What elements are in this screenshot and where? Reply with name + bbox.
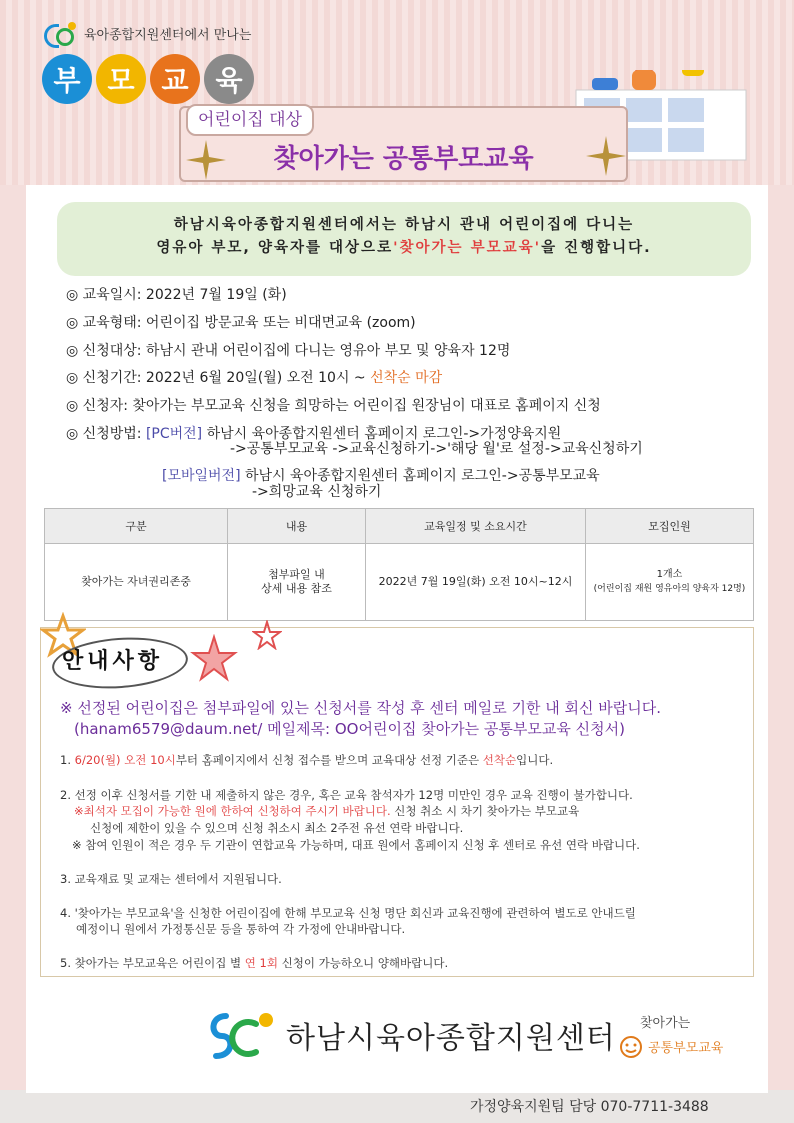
- info-method-mobile-2: ->희망교육 신청하기: [252, 484, 382, 500]
- table-header: 구분: [45, 509, 228, 544]
- contact-info: 가정양육지원팀 담당 070-7711-3488: [470, 1099, 709, 1115]
- table-cell-schedule: 2022년 7월 19일(화) 오전 10시~12시: [366, 544, 586, 621]
- notice-item-4: 4. '찾아가는 부모교육'을 신청한 어린이집에 한해 부모교육 신청 명단 회신과 교육진행에 관련하여 별도로 안내드릴: [60, 906, 636, 920]
- table-header: 모집인원: [586, 509, 754, 544]
- info-date: ◎ 교육일시: 2022년 7월 19일 (화): [66, 287, 287, 303]
- info-method: ◎ 신청방법: [PC버전] 하남시 육아종합지원센터 홈페이지 로그인->가정양육지원: [66, 426, 562, 442]
- info-applicant: ◎ 신청자: 찾아가는 부모교육 신청을 희망하는 어린이집 원장님이 대표로 홈페이지 신청: [66, 398, 601, 414]
- parent-education-letters: [42, 54, 254, 104]
- notice-item-4-line2: 예정이니 원에서 가정통신문 등을 통하여 각 가정에 안내바랍니다.: [76, 922, 406, 936]
- table-cell-capacity: 1개소 (어린이집 재원 영유아의 양육자 12명): [586, 544, 754, 621]
- header-logo: [44, 22, 251, 44]
- intro-box: [57, 202, 751, 276]
- sparkle-icon: [186, 140, 226, 180]
- subtitle-tab: 어린이집 대상: [186, 104, 314, 136]
- notice-item-3: 3. 교육재료 및 교재는 센터에서 지원됩니다.: [60, 872, 282, 886]
- letter-circle: 교: [150, 54, 200, 104]
- first-come-highlight: 선착순 마감: [370, 370, 443, 386]
- info-period: ◎ 신청기간: 2022년 6월 20일(월) 오전 10시 ~ 선착순 마감: [66, 370, 443, 386]
- table-header: 교육일정 및 소요시간: [366, 509, 586, 544]
- notice-item-5: 5. 찾아가는 부모교육은 어린이집 별 연 1회 신청이 가능하오니 양해바랍니다.: [60, 956, 449, 970]
- letter-circle: 육: [204, 54, 254, 104]
- notice-purple-2: (hanam6579@daum.net/ 메일제목: OO어린이집 찾아가는 공통부모교육 신청서): [74, 720, 625, 738]
- info-format: ◎ 교육형태: 어린이집 방문교육 또는 비대면교육 (zoom): [66, 315, 416, 331]
- notice-item-2-line3: 신청에 제한이 있을 수 있으며 신청 취소시 최소 2주전 유선 연락 바랍니다.: [90, 821, 464, 835]
- star-doodle-icon: [190, 634, 238, 682]
- info-method-mobile: [모바일버전] 하남시 육아종합지원센터 홈페이지 로그인->공통부모교육: [162, 468, 600, 484]
- notice-title: 안내사항: [62, 649, 164, 674]
- center-name: 하남시육아종합지원센터: [286, 1021, 616, 1056]
- intro-highlight: '찾아가는 부모교육': [393, 240, 542, 256]
- center-logo-icon: [204, 1010, 276, 1060]
- center-logo-mark: [44, 22, 78, 44]
- table-row: [45, 544, 754, 621]
- notice-item-2: 2. 선정 이후 신청서를 기한 내 제출하지 않은 경우, 혹은 교육 참석자가 12명 미만인 경우 교육 진행이 불가합니다.: [60, 788, 633, 802]
- star-doodle-icon: [252, 620, 282, 650]
- page-title: 찾아가는 공통부모교육: [273, 144, 534, 174]
- table-header-row: [45, 509, 754, 544]
- table-cell-category: 찾아가는 자녀권리존중: [45, 544, 228, 621]
- intro-line-2: 영유아 부모, 양육자를 대상으로'찾아가는 부모교육'을 진행합니다.: [156, 240, 652, 256]
- info-target: ◎ 신청대상: 하남시 관내 어린이집에 다니는 영유아 부모 및 양육자 12명: [66, 343, 511, 359]
- pc-version-tag: [PC버전]: [145, 426, 203, 442]
- mini-program-logo: 찾아가는 공통부모교육: [618, 1012, 738, 1072]
- table-header: 내용: [228, 509, 366, 544]
- notice-item-2-line2: ※최석자 모집이 가능한 원에 한하여 신청하여 주시기 바랍니다. 신청 취소 시 차기 찾아가는 부모교육: [74, 804, 580, 818]
- mobile-version-tag: [모바일버전]: [162, 468, 241, 484]
- footer-logo: [204, 1010, 616, 1060]
- letter-circle: 부: [42, 54, 92, 104]
- letter-circle: 모: [96, 54, 146, 104]
- table-cell-content: 첨부파일 내 상세 내용 참조: [228, 544, 366, 621]
- smiley-icon: [618, 1034, 644, 1060]
- header-tagline: 육아종합지원센터에서 만나는: [84, 27, 252, 43]
- notice-item-2-line4: ※ 참여 인원이 적은 경우 두 기관이 연합교육 가능하며, 대표 원에서 홈페이지 신청 후 센터로 유선 연락 바랍니다.: [72, 838, 640, 852]
- intro-line-1: 하남시육아종합지원센터에서는 하남시 관내 어린이집에 다니는: [173, 217, 635, 233]
- notice-purple-1: ※ 선정된 어린이집은 첨부파일에 있는 신청서를 작성 후 센터 메일로 기한 내 회신 바랍니다.: [60, 699, 661, 717]
- sparkle-icon: [586, 136, 626, 176]
- notice-item-1: 1. 6/20(월) 오전 10시부터 홈페이지에서 신청 접수를 받으며 교육대상 선정 기준은 선착순입니다.: [60, 753, 554, 767]
- info-method-pc-2: ->공통부모교육 ->교육신청하기->'해당 월'로 설정->교육신청하기: [230, 441, 643, 457]
- schedule-table: [44, 508, 754, 621]
